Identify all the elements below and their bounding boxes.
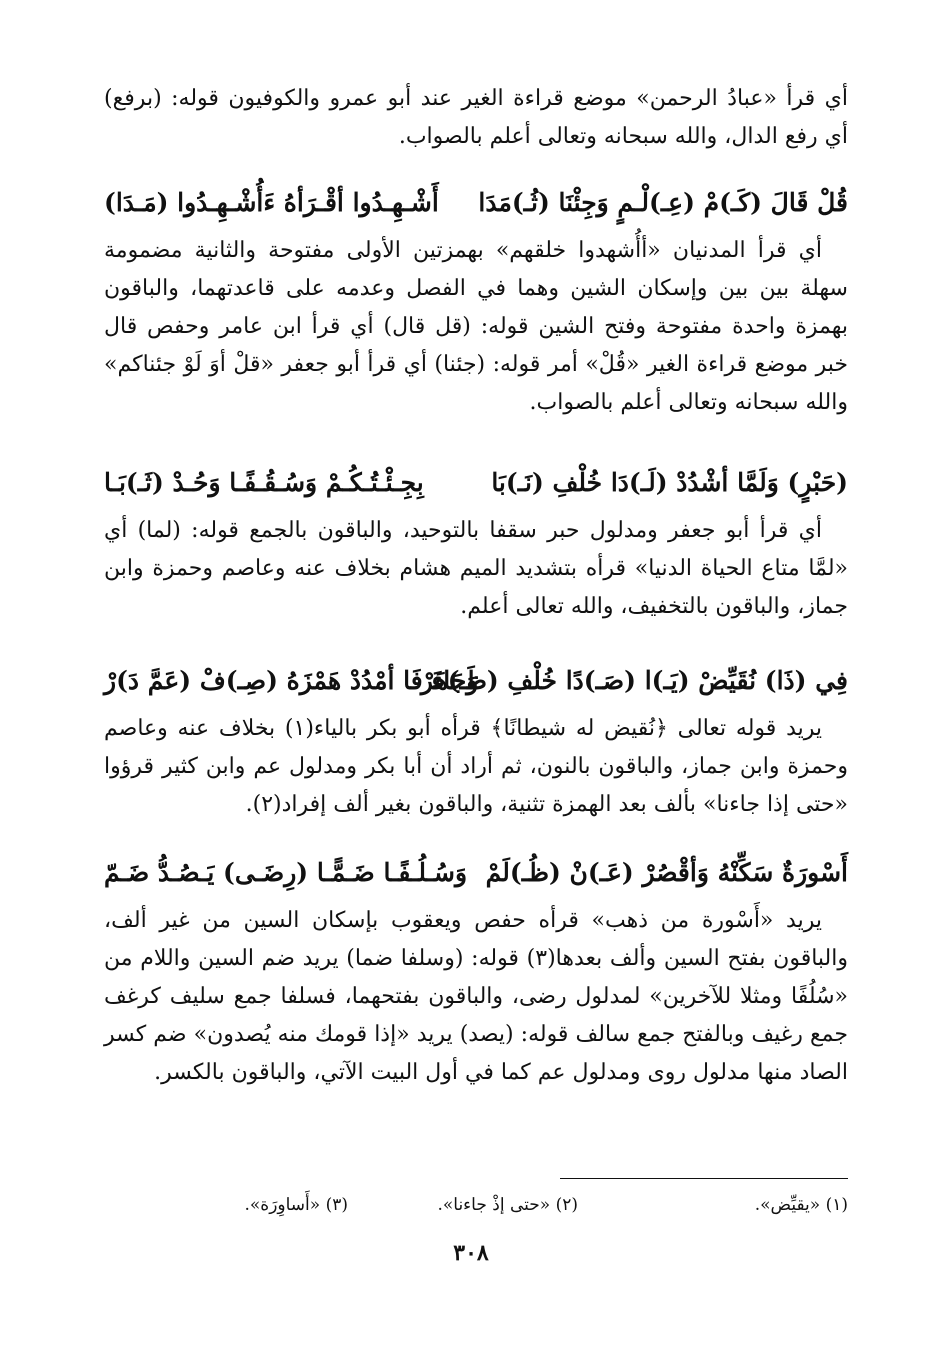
paragraph-text: أي قرأ أبو جعفر ومدلول حبر سقفا بالتوحيد، والباقون بالجمع قوله: (لما) أي «لمَّا متاع الحياة الدنيا» قرأه بتشديد الميم هشام بخلاف عنه وعاصم وحمزة وابن جماز، والباقون بالتخفيف، والله تعالى أعلم.	[104, 518, 848, 619]
verse-second-hemistich: وَسُـلُـفًـا ضَـمًّـا (رِضَـى) يَـصُـدُّ ضَـمّ	[104, 858, 468, 887]
paragraph-text: يريد «أَسْورة من ذهب» قرأه حفص ويعقوب بإسكان السين من غير ألف، والباقون بفتح السين وألف بعدها(٣) قوله: (وسلفا ضما) يريد ضم السين واللام من «سُلُفًا ومثلا للآخرين» لمدلول رضى، والباقون بفتحهما، فسلفا جمع سليف كرغف جمع رغيف وبالفتح جمع سالف قوله: (يصد) يريد «إذا قومك منه يُصدون» ضم كسر الصاد منها مدلول روى ومدلول عم كما في أول البيت الآتي، والباقون بالكسر.	[104, 908, 848, 1085]
footnote-1: (١) «يقيِّض».	[754, 1195, 848, 1215]
verse-second-hemistich: وَجَاءَ فَا أمْدُدْ هَمْزَهُ (صِـ)فْ (عَمَّ دَ)رْ	[104, 666, 479, 695]
verse-first-hemistich: فِي (ذَا) نُقَيِّضْ (يَـ)ا (صَـ)دًا خُلْفِ (ظَـ)هَرْ	[420, 666, 848, 695]
verse-first-hemistich: أَسْورَةٌ سَكِّنْهُ وَأقْصُرْ (عَـ)نْ (ظُـ)لَمْ	[485, 858, 848, 887]
paragraph-text: أي قرأ المدنيان «أأُشهدوا خلقهم» بهمزتين الأولى مفتوحة والثانية مضمومة سهلة بين بين وإسكان الشين وهما في الفصل وعدمه على قاعدتهما، والباقون بهمزة واحدة مفتوحة وفتح الشين قوله: (قل قال) أي قرأ ابن عامر وحفص قال خبر موضع قراءة الغير «قُلْ» أمر قوله: (جئنا) أي قرأ أبو جعفر «قلْ أوَ لَوْ جئناكم» والله سبحانه وتعالى أعلم بالصواب.	[104, 238, 848, 415]
verse-4	[104, 848, 848, 898]
paragraph-5	[104, 902, 848, 1092]
paragraph-text: يريد قوله تعالى ﴿نُقيض له شيطانًا﴾ قرأه أبو بكر بالياء(١) بخلاف عنه وعاصم وحمزة وابن جماز، والباقون بالنون، ثم أراد أن أبا بكر ومدلول عم وابن كثير قرؤوا «حتى إذا جاءنا» بألف بعد الهمزة تثنية، والباقون بغير ألف إفراد(٢).	[104, 716, 848, 817]
verse-first-hemistich: قُلْ قَالَ (كَـ)مْ (عِـ)لْـمٍ وَجِئْنَا (ثُـ)مَدَا	[478, 188, 848, 217]
paragraph-1	[104, 80, 848, 156]
paragraph-text: أي قرأ «عبادُ الرحمن» موضع قراءة الغير عند أبو عمرو والكوفيون قوله: (برفع) أي رفع الدال، والله سبحانه وتعالى أعلم بالصواب.	[104, 86, 848, 149]
paragraph-4	[104, 710, 848, 824]
paragraph-2	[104, 232, 848, 422]
verse-second-hemistich: بِجِـئْـتُـكُـمْ وَسُـقُـفًـا وَحُـدْ (ثَـ)بَـا	[104, 468, 424, 497]
footnote-2: (٢) «حتى إذْ جاءنا».	[437, 1195, 578, 1215]
verse-1	[104, 178, 848, 228]
footnote-divider	[560, 1178, 848, 1179]
page-number: ٣٠٨	[453, 1240, 489, 1266]
verse-3	[104, 656, 848, 706]
paragraph-3	[104, 512, 848, 626]
verse-first-hemistich: (حَبْرٍ) وَلَمَّا أشْدُدْ (لَـ)دَا خُلْفِ (نَـ)بَا	[491, 468, 848, 497]
verse-second-hemistich: أَشْـهِـدُوا أقْـرَأهُ ءَأُشْـهِـدُوا (مَـدَا)	[104, 188, 439, 217]
footnote-3: (٣) «أَساوِرَة».	[244, 1195, 348, 1215]
verse-2	[104, 458, 848, 508]
